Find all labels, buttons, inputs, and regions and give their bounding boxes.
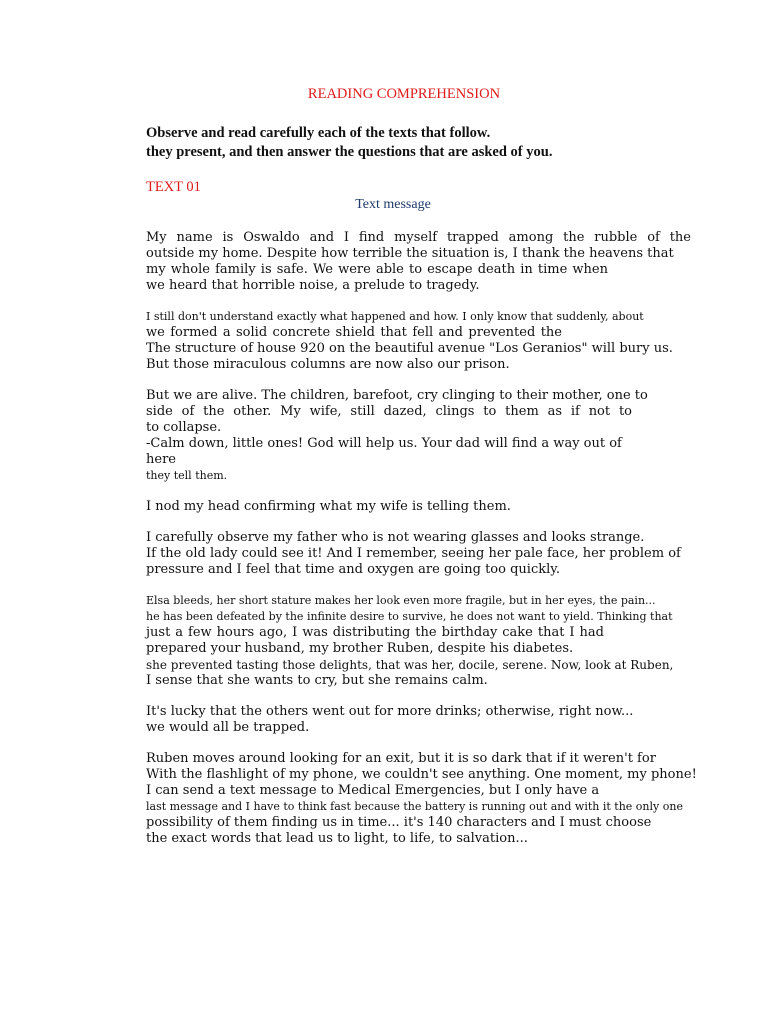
text-line: But we are alive. The children, barefoot, cry clinging to their mother, one to <box>146 388 648 403</box>
paragraph <box>146 230 691 294</box>
text-line: the exact words that lead us to light, to life, to salvation... <box>146 831 528 846</box>
text-line: It's lucky that the others went out for more drinks; otherwise, right now... <box>146 704 634 719</box>
text-title: Text message <box>355 197 431 212</box>
text-line: Ruben moves around looking for an exit, but it is so dark that if it weren't for <box>146 751 656 766</box>
instruction-line: they present, and then answer the questions that are asked of you. <box>146 144 553 160</box>
text-line: pressure and I feel that time and oxygen are going too quickly. <box>146 562 561 577</box>
text-line: prepared your husband, my brother Ruben, despite his diabetes. <box>146 641 574 656</box>
text-line: last message and I have to think fast because the battery is running out and with it the only one <box>146 800 683 813</box>
text-line: they tell them. <box>146 469 228 482</box>
text-line: I still don't understand exactly what happened and how. I only know that suddenly, about <box>146 310 644 323</box>
text-label: TEXT 01 <box>146 179 201 195</box>
text-line: I nod my head confirming what my wife is telling them. <box>146 499 511 514</box>
text-line: we formed a solid concrete shield that fell and prevented the <box>146 325 562 340</box>
text-line: -Calm down, little ones! God will help us. Your dad will find a way out of <box>146 436 622 451</box>
text-line: here <box>146 452 176 467</box>
text-line: just a few hours ago, I was distributing the birthday cake that I had <box>146 625 604 640</box>
text-line: she prevented tasting those delights, that was her, docile, serene. Now, look at Ruben, <box>146 658 674 672</box>
text-line: my whole family is safe. We were able to escape death in time when <box>146 262 608 277</box>
paragraph <box>146 751 697 847</box>
instructions <box>146 124 736 162</box>
paragraph <box>146 499 691 515</box>
paragraph <box>146 309 691 373</box>
text-line: outside my home. Despite how terrible the situation is, I thank the heavens that <box>146 246 674 261</box>
text-line: My name is Oswaldo and I find myself trapped among the rubble of the <box>146 230 691 245</box>
text-line: Elsa bleeds, her short stature makes her look even more fragile, but in her eyes, the pain... <box>146 594 656 607</box>
story-body <box>146 230 697 847</box>
text-line: If the old lady could see it! And I remember, seeing her pale face, her problem of <box>146 546 681 561</box>
paragraph <box>146 593 691 689</box>
instruction-line: Observe and read carefully each of the texts that follow. <box>146 125 491 141</box>
text-line: But those miraculous columns are now also our prison. <box>146 357 510 372</box>
paragraph <box>146 388 691 484</box>
text-line: we would all be trapped. <box>146 720 310 735</box>
text-line: I can send a text message to Medical Emergencies, but I only have a <box>146 783 600 798</box>
text-line: to collapse. <box>146 420 222 435</box>
text-line: I carefully observe my father who is not wearing glasses and looks strange. <box>146 530 645 545</box>
paragraph <box>146 704 691 736</box>
paragraph <box>146 530 691 578</box>
text-line: possibility of them finding us in time... it's 140 characters and I must choose <box>146 815 652 830</box>
text-line: With the flashlight of my phone, we couldn't see anything. One moment, my phone! <box>146 767 697 782</box>
text-line: I sense that she wants to cry, but she remains calm. <box>146 673 488 688</box>
document-title: READING COMPREHENSION <box>307 86 501 102</box>
text-line: The structure of house 920 on the beautiful avenue "Los Geranios" will bury us. <box>146 341 673 356</box>
text-line: he has been defeated by the infinite desire to survive, he does not want to yield. Thinking that <box>146 610 673 623</box>
text-line: we heard that horrible noise, a prelude to tragedy. <box>146 278 480 293</box>
text-line: side of the other. My wife, still dazed, clings to them as if not to <box>146 404 632 419</box>
